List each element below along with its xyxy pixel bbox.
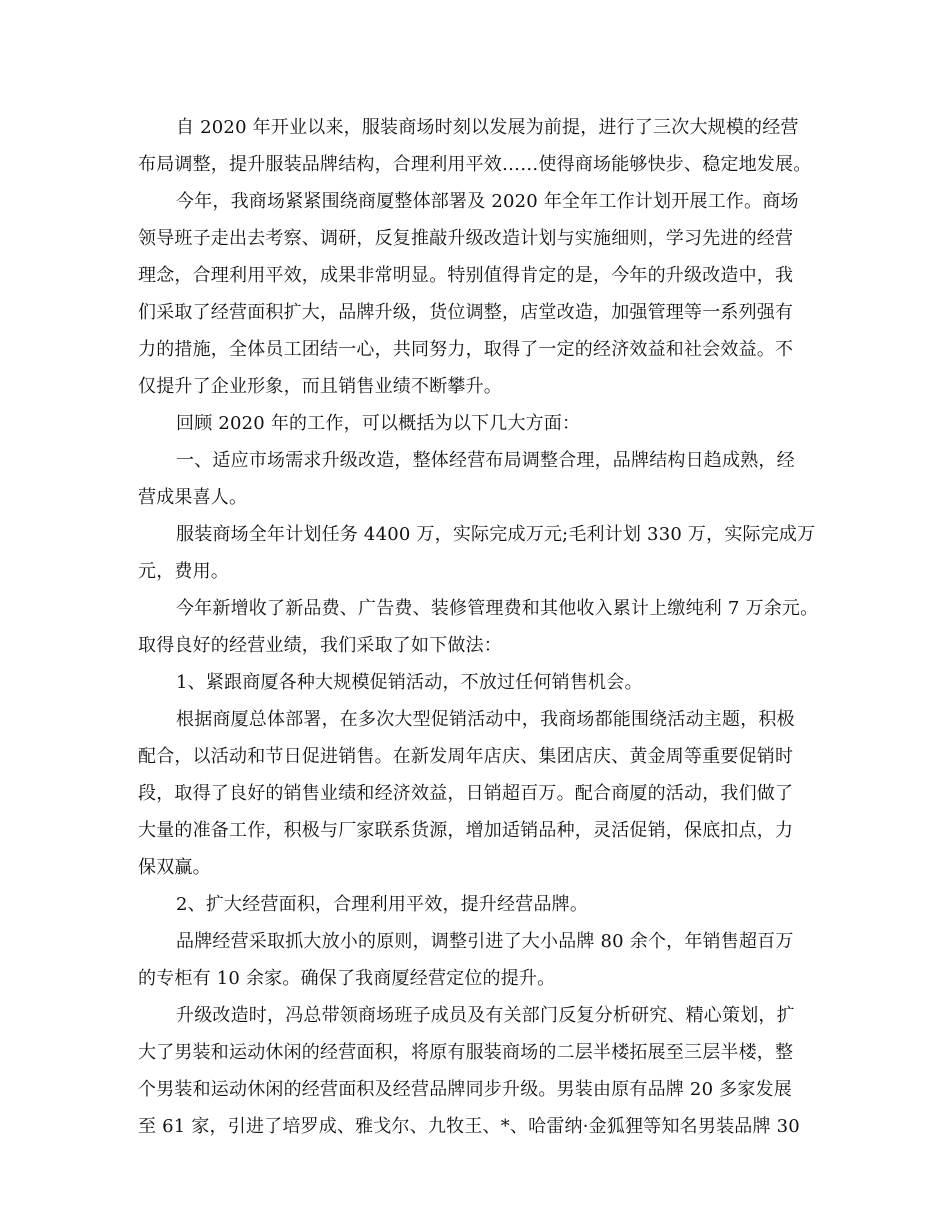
text-line: 回顾 2020 年的工作，可以概括为以下几大方面： <box>176 413 581 434</box>
text-line: 布局调整，提升服装品牌结构，合理利用平效……使得商场能够快步、稳定地发展。 <box>138 154 812 175</box>
text-line: 一、适应市场需求升级改造，整体经营布局调整合理，品牌结构日趋成熟，经 <box>176 450 795 471</box>
text-line: 至 61 家，引进了培罗成、雅戈尔、九牧王、*、哈雷纳·金狐狸等知名男装品牌 30 <box>138 1116 800 1137</box>
text-line: 大了男装和运动休闲的经营面积，将原有服装商场的二层半楼拓展至三层半楼，整 <box>138 1042 794 1063</box>
text-line: 保双赢。 <box>138 857 211 878</box>
text-line: 个男装和运动休闲的经营面积及经营品牌同步升级。男装由原有品牌 20 多家发展 <box>138 1079 792 1100</box>
text-line: 升级改造时，冯总带领商场班子成员及有关部门反复分析研究、精心策划，扩 <box>176 1005 795 1026</box>
text-line: 仅提升了企业形象，而且销售业绩不断攀升。 <box>138 376 502 397</box>
text-line: 今年新增收了新品费、广告费、装修管理费和其他收入累计上缴纯利 7 万余元。 <box>176 598 819 619</box>
text-line: 自 2020 年开业以来，服装商场时刻以发展为前提，进行了三次大规模的经营 <box>176 117 799 138</box>
text-line: 服装商场全年计划任务 4400 万，实际完成万元;毛利计划 330 万，实际完成万 <box>176 524 816 545</box>
text-line: 2、扩大经营面积，合理利用平效，提升经营品牌。 <box>176 894 589 915</box>
text-line: 根据商厦总体部署，在多次大型促销活动中，我商场都能围绕活动主题，积极 <box>176 709 795 730</box>
text-line: 段，取得了良好的销售业绩和经济效益，日销超百万。配合商厦的活动，我们做了 <box>138 783 794 804</box>
text-line: 元，费用。 <box>138 561 229 582</box>
text-line: 今年，我商场紧紧围绕商厦整体部署及 2020 年全年工作计划开展工作。商场 <box>176 191 799 212</box>
text-line: 领导班子走出去考察、调研，反复推敲升级改造计划与实施细则，学习先进的经营 <box>138 228 794 249</box>
text-line: 力的措施，全体员工团结一心，共同努力，取得了一定的经济效益和社会效益。不 <box>138 339 794 360</box>
text-line: 大量的准备工作，积极与厂家联系货源，增加适销品种，灵活促销，保底扣点，力 <box>138 820 794 841</box>
text-line: 营成果喜人。 <box>138 487 248 508</box>
text-line: 的专柜有 10 余家。确保了我商厦经营定位的提升。 <box>138 968 556 989</box>
text-line: 配合，以活动和节日促进销售。在新发周年店庆、集团店庆、黄金周等重要促销时 <box>138 746 794 767</box>
text-line: 理念，合理利用平效，成果非常明显。特别值得肯定的是，今年的升级改造中，我 <box>138 265 794 286</box>
text-line: 1、紧跟商厦各种大规模促销活动，不放过任何销售机会。 <box>176 672 643 693</box>
text-line: 们采取了经营面积扩大，品牌升级，货位调整，店堂改造，加强管理等一系列强有 <box>138 302 794 323</box>
text-line: 品牌经营采取抓大放小的原则，调整引进了大小品牌 80 余个，年销售超百万 <box>176 931 794 952</box>
text-line: 取得良好的经营业绩，我们采取了如下做法： <box>138 635 502 656</box>
